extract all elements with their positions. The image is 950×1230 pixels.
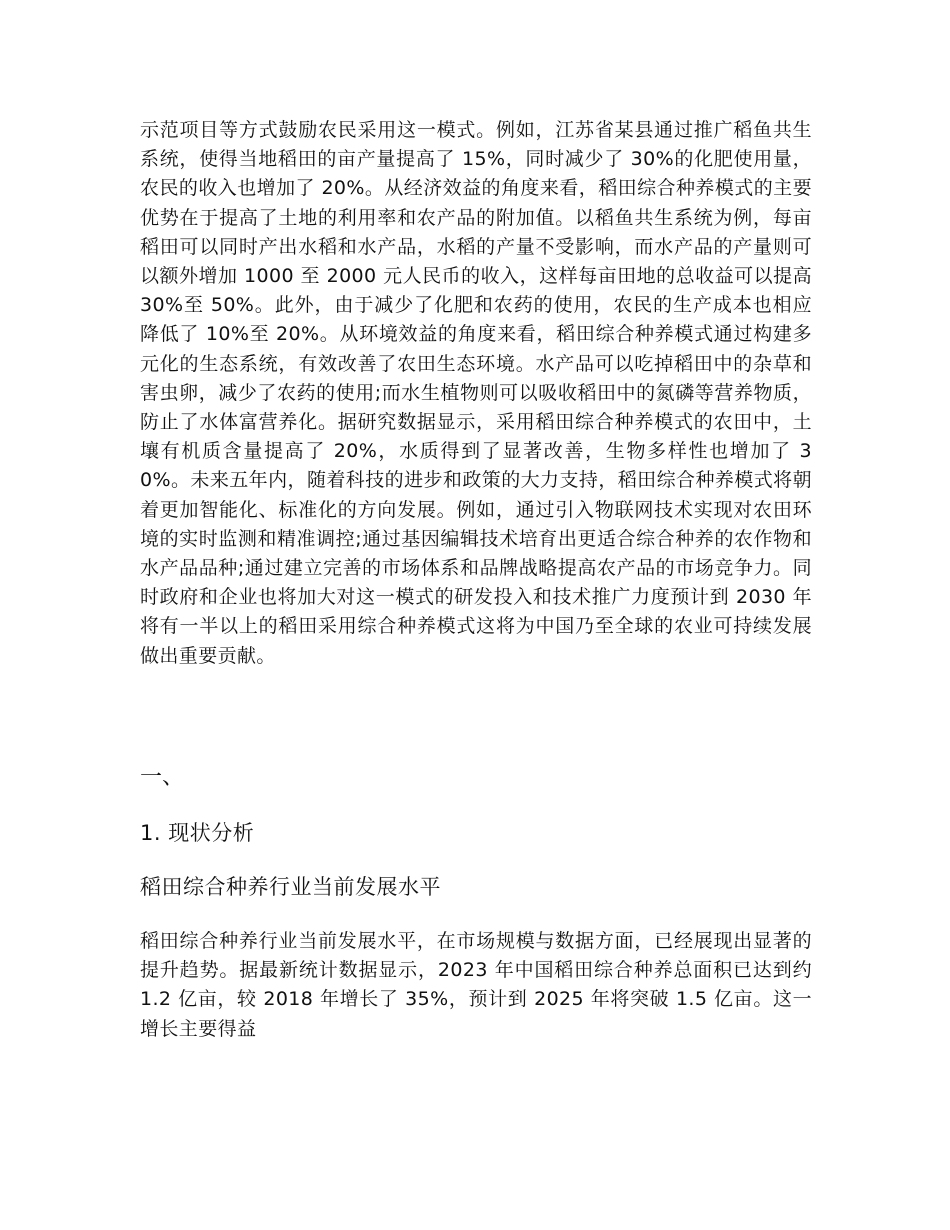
body-paragraph-1: 示范项目等方式鼓励农民采用这一模式。例如，江苏省某县通过推广稻鱼共生系统，使得当地稻田的亩产量提高了 15%，同时减少了 30%的化肥使用量，农民的收入也增加了 20%。从经济效益的角度来看，稻田综合种养模式的主要优势在于提高了土地的利用率和农产品的附加值。以稻鱼共生系统为例，每亩稻田可以同时产出水稻和水产品，水稻的产量不受影响，而水产品的产量则可以额外增加 1000 至 2000 元人民币的收入，这样每亩田地的总收益可以提高 30%至 50%。此外，由于减少了化肥和农药的使用，农民的生产成本也相应降低了 10%至 20%。从环境效益的角度来看，稻田综合种养模式通过构建多元化的生态系统，有效改善了农田生态环境。水产品可以吃掉稻田中的杂草和害虫卵，减少了农药的使用;而水生植物则可以吸收稻田中的氮磷等营养物质，防止了水体富营养化。据研究数据显示，采用稻田综合种养模式的农田中，土壤有机质含量提高了 20%，水质得到了显著改善，生物多样性也增加了 30%。未来五年内，随着科技的进步和政策的大力支持，稻田综合种养模式将朝着更加智能化、标准化的方向发展。例如，通过引入物联网技术实现对农田环境的实时监测和精准调控;通过基因编辑技术培育出更适合综合种养的农作物和水产品品种;通过建立完善的市场体系和品牌战略提高农产品的市场竞争力。同时政府和企业也将加大对这一模式的研发投入和技术推广力度预计到 2030 年将有一半以上的稻田采用综合种养模式这将为中国乃至全球的农业可持续发展做出重要贡献。 — [140, 119, 812, 667]
section-heading-1: 一、 — [140, 765, 185, 790]
body-paragraph-2: 稻田综合种养行业当前发展水平，在市场规模与数据方面，已经展现出显著的提升趋势。据最新统计数据显示，2023 年中国稻田综合种养总面积已达到约 1.2 亿亩，较 2018 年增长了 35%，预计到 2025 年将突破 1.5 亿亩。这一增长主要得益 — [140, 930, 812, 1040]
section-heading-2: 1. 现状分析 — [140, 821, 255, 845]
section-heading-3: 稻田综合种养行业当前发展水平 — [140, 875, 441, 899]
